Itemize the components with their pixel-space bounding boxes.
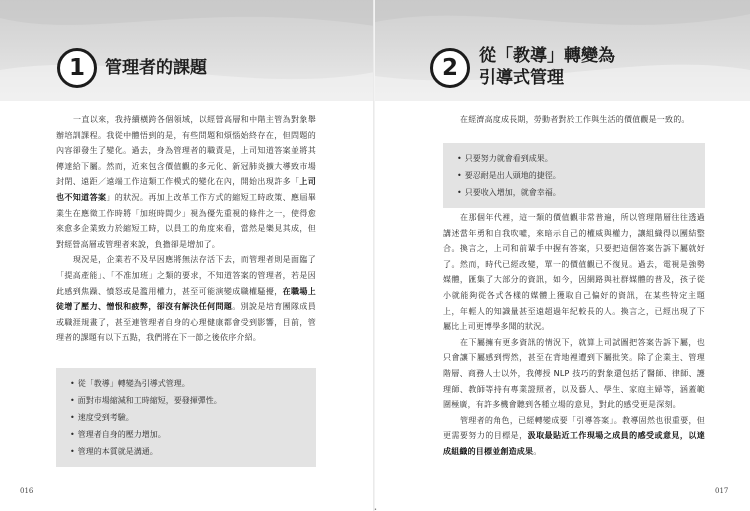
chapter-title-line: 從「教導」轉變為	[479, 46, 615, 66]
paragraph	[56, 252, 316, 346]
chapter-number-circle-icon	[57, 48, 97, 88]
text-run: 現況是，企業若不及早因應將無法存活下去，而管理者則是面臨了「提高產能」、「不准加班」之類的要求，不知道答案的管理者，若是因此感到焦躁、憤怒或是濫用權力，甚至可能演變成職權騷擾，	[56, 255, 316, 296]
callout-item: • 管理的本質就是溝通。	[70, 443, 306, 460]
intro-paragraph: 在經濟高度成長期，勞動者對於工作與生活的價值觀是一致的。	[460, 115, 690, 124]
text-run: 一直以來，我持續橫跨各個領域，以經營高層和中階主管為對象舉辦培訓課程。我從中體悟到的是，有些問題和煩惱始終存在，但問題的內容卻發生了變化。過去，身為管理者的職責是，上司知道答案並將其傳達給下屬。然而，近來包含價值觀的多元化、新冠肺炎擴大導致市場封閉、遠距／遠端工作這類工作模式的變化在內，開始出現許多「	[56, 115, 316, 187]
chapter-number: 1	[68, 55, 85, 81]
right-page	[375, 0, 750, 511]
callout-item: • 管理者自身的壓力增加。	[70, 426, 306, 443]
paragraph	[443, 335, 705, 413]
text-run: 。	[533, 446, 542, 456]
paragraph	[56, 112, 316, 252]
left-body-text	[56, 112, 316, 346]
right-intro	[443, 112, 705, 128]
emphasis-text: 在職場上徒增了壓力、憎恨和疲弊，卻沒有解決任何問題	[56, 286, 316, 312]
emphasis-text: 上司也不知道答案	[56, 177, 316, 202]
text-run: 在那個年代裡，這一類的價值觀非常普遍，所以管理階層往往透過講述當年勇和自我吹噓，來暗示自己的權威與權力，讓組織得以團結整合。換言之，上司和前輩手中握有答案，只要把這個答案告訴下屬就好了。然而，時代已經改變，單一的價值觀已不復見。過去，電視是強勢媒體，匯集了大部分的資訊，如今，因網路與社群媒體的普及，孩子從小就能夠從各式各樣的媒體上獲取自己偏好的資訊，在某些特定主題上，年輕人的知識量甚至遠超過年紀較長的人。換言之，已經出現了下屬比上司更博學多聞的狀況。	[443, 213, 705, 332]
page-number: 017	[715, 487, 729, 495]
left-callout-box	[56, 368, 316, 467]
callout-item: • 面對市場縮減和工時縮短，要發揮彈性。	[70, 392, 306, 409]
paragraph	[443, 210, 705, 335]
text-run: 管理者的角色，已經轉變成要「引導答案」。教導固然也很重要，但更需要努力的目標是，	[443, 415, 705, 441]
right-callout-box	[443, 143, 705, 208]
chapter-title-line: 引導式管理	[479, 68, 564, 88]
text-run: 。別說是培育團隊成員或職涯規畫了，甚至連管理者自身的心理健康都會受到影響，目前，管理者的課題有以下五點，我們將在下一節之後依序介紹。	[56, 302, 317, 343]
chapter-number: 2	[441, 55, 458, 81]
header-wave-decoration	[0, 0, 375, 101]
callout-item: • 要忍耐是出人頭地的捷徑。	[457, 167, 695, 184]
emphasis-text: 汲取最貼近工作現場之成員的感受或意見，以達成組織的目標並創造成果	[443, 431, 706, 456]
chapter-title: 管理者的課題	[105, 58, 207, 78]
callout-item: • 只要收入增加，就會幸福。	[457, 184, 695, 201]
chapter-title	[479, 45, 615, 89]
paragraph	[443, 413, 705, 460]
text-run: 」的狀況。再加上改革工作方式的縮短工時政策、應屆畢業生在應徵工作時將「加班時間少」視為優先重視的條件之一，使得愈來愈多企業致力於縮短工時，以員工的角度來看，當然是樂見其成，但對經營高層或管理者來說，負擔卻是增加了。	[56, 192, 316, 249]
callout-item: • 速度受到考驗。	[70, 409, 306, 426]
right-body-text	[443, 210, 705, 460]
text-run: 在下屬擁有更多資訊的情況下，就算上司試圖把答案告訴下屬，也只會讓下屬感到愕然，甚至在背地裡遭到下屬批笑。除了企業主、管理階層、商務人士以外，我傳授 NLP 技巧的對象還包括了醫師、律師、護理師、教師等持有專業證照者，以及藝人、學生、家庭主婦等，涵蓋範圍極廣，有許多機會聽到各種立場的意見，對此的感受更是深刻。	[443, 337, 705, 410]
callout-item: • 只要努力就會看到成果。	[457, 150, 695, 167]
page-number: 016	[20, 487, 34, 495]
left-header-band	[0, 0, 375, 101]
gutter-mark: •	[374, 507, 377, 511]
chapter-number-circle-icon	[430, 48, 470, 88]
callout-item: • 從「教導」轉變為引導式管理。	[70, 375, 306, 392]
